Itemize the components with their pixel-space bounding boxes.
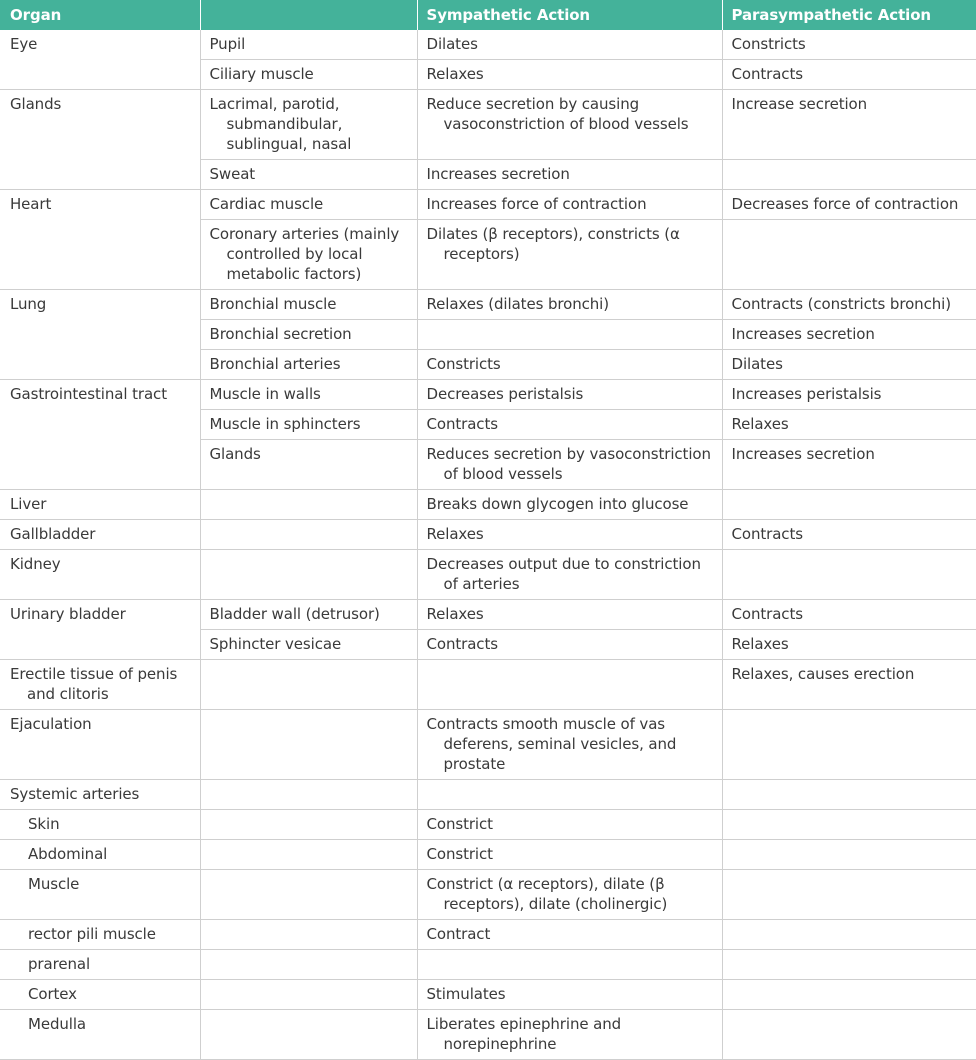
organ-cell bbox=[0, 190, 200, 290]
sympathetic-cell-text: Increases secretion bbox=[426, 165, 570, 183]
sympathetic-cell bbox=[417, 810, 722, 840]
structure-cell-text: Sphincter vesicae bbox=[209, 635, 342, 653]
parasympathetic-cell bbox=[722, 410, 976, 440]
sympathetic-cell bbox=[417, 840, 722, 870]
organ-label: Eye bbox=[10, 35, 38, 53]
organ-label: Lung bbox=[10, 295, 47, 313]
structure-cell-text: Muscle in walls bbox=[209, 385, 321, 403]
sympathetic-cell bbox=[417, 870, 722, 920]
structure-cell bbox=[200, 440, 417, 490]
parasympathetic-cell-text: Dilates bbox=[731, 355, 783, 373]
parasympathetic-cell bbox=[722, 220, 976, 290]
table-row bbox=[0, 980, 976, 1010]
sympathetic-cell-text: Constrict (α receptors), dilate (β receptors), dilate (cholinergic) bbox=[426, 875, 668, 913]
parasympathetic-cell bbox=[722, 600, 976, 630]
structure-cell bbox=[200, 840, 417, 870]
table-row bbox=[0, 660, 976, 710]
structure-cell-text: Bronchial secretion bbox=[209, 325, 352, 343]
structure-cell bbox=[200, 490, 417, 520]
parasympathetic-cell bbox=[722, 950, 976, 980]
parasympathetic-cell-text: Contracts bbox=[731, 525, 803, 543]
parasympathetic-cell-text: Increases secretion bbox=[731, 325, 875, 343]
organ-label: prarenal bbox=[28, 955, 91, 973]
table-row bbox=[0, 290, 976, 320]
sympathetic-cell-text: Contract bbox=[426, 925, 491, 943]
structure-cell-text: Muscle in sphincters bbox=[209, 415, 361, 433]
structure-cell-text: Bronchial muscle bbox=[209, 295, 337, 313]
parasympathetic-cell bbox=[722, 190, 976, 220]
parasympathetic-cell bbox=[722, 320, 976, 350]
parasympathetic-cell bbox=[722, 380, 976, 410]
sympathetic-cell bbox=[417, 950, 722, 980]
organ-cell bbox=[0, 660, 200, 710]
structure-cell bbox=[200, 60, 417, 90]
parasympathetic-cell-text: Decreases force of contraction bbox=[731, 195, 959, 213]
parasympathetic-cell bbox=[722, 810, 976, 840]
structure-cell bbox=[200, 160, 417, 190]
sympathetic-cell-text: Reduce secretion by causing vasoconstriction of blood vessels bbox=[426, 95, 689, 133]
sympathetic-cell bbox=[417, 220, 722, 290]
sympathetic-cell bbox=[417, 1010, 722, 1060]
sympathetic-cell-text: Relaxes (dilates bronchi) bbox=[426, 295, 609, 313]
organ-label: Medulla bbox=[28, 1015, 87, 1033]
structure-cell-text: Bronchial arteries bbox=[209, 355, 341, 373]
table-row bbox=[0, 920, 976, 950]
organ-cell bbox=[0, 520, 200, 550]
structure-cell bbox=[200, 920, 417, 950]
organ-cell bbox=[0, 550, 200, 600]
table-row bbox=[0, 950, 976, 980]
table-header bbox=[0, 0, 976, 30]
table-body bbox=[0, 30, 976, 1060]
sympathetic-cell-text: Dilates (β receptors), constricts (α receptors) bbox=[426, 225, 680, 263]
sympathetic-cell bbox=[417, 630, 722, 660]
parasympathetic-cell bbox=[722, 630, 976, 660]
structure-cell-text: Cardiac muscle bbox=[209, 195, 324, 213]
structure-cell bbox=[200, 980, 417, 1010]
structure-cell bbox=[200, 600, 417, 630]
structure-cell bbox=[200, 380, 417, 410]
organ-label: Skin bbox=[28, 815, 60, 833]
organ-label: rector pili muscle bbox=[28, 925, 156, 943]
structure-cell bbox=[200, 320, 417, 350]
column-header-organ: Organ bbox=[0, 0, 200, 30]
column-header-sympathetic: Sympathetic Action bbox=[417, 0, 722, 30]
organ-label: Erectile tissue of penis and clitoris bbox=[10, 665, 178, 703]
sympathetic-cell-text: Dilates bbox=[426, 35, 478, 53]
organ-label: Urinary bladder bbox=[10, 605, 126, 623]
parasympathetic-cell bbox=[722, 1010, 976, 1060]
parasympathetic-cell bbox=[722, 840, 976, 870]
sympathetic-cell-text: Increases force of contraction bbox=[426, 195, 647, 213]
structure-cell bbox=[200, 190, 417, 220]
table-row bbox=[0, 1010, 976, 1060]
structure-cell-text: Coronary arteries (mainly controlled by local metabolic factors) bbox=[209, 225, 400, 283]
parasympathetic-cell bbox=[722, 920, 976, 950]
parasympathetic-cell bbox=[722, 440, 976, 490]
parasympathetic-cell-text: Constricts bbox=[731, 35, 806, 53]
sympathetic-cell-text: Contracts bbox=[426, 415, 498, 433]
table-row bbox=[0, 600, 976, 630]
organ-label: Abdominal bbox=[28, 845, 108, 863]
structure-cell bbox=[200, 630, 417, 660]
table-row bbox=[0, 190, 976, 220]
parasympathetic-cell-text: Contracts bbox=[731, 65, 803, 83]
table-row bbox=[0, 90, 976, 160]
structure-cell-text: Lacrimal, parotid, submandibular, sublingual, nasal bbox=[209, 95, 352, 153]
sympathetic-cell bbox=[417, 600, 722, 630]
organ-cell bbox=[0, 710, 200, 780]
table-row bbox=[0, 550, 976, 600]
parasympathetic-cell bbox=[722, 870, 976, 920]
sympathetic-cell-text: Constrict bbox=[426, 815, 493, 833]
structure-cell bbox=[200, 810, 417, 840]
parasympathetic-cell bbox=[722, 290, 976, 320]
structure-cell-text: Bladder wall (detrusor) bbox=[209, 605, 380, 623]
sympathetic-cell-text: Contracts smooth muscle of vas deferens, seminal vesicles, and prostate bbox=[426, 715, 677, 773]
structure-cell-text: Ciliary muscle bbox=[209, 65, 314, 83]
structure-cell-text: Glands bbox=[209, 445, 261, 463]
parasympathetic-cell bbox=[722, 30, 976, 60]
parasympathetic-cell bbox=[722, 980, 976, 1010]
organ-label: Kidney bbox=[10, 555, 61, 573]
organ-cell bbox=[0, 90, 200, 190]
structure-cell bbox=[200, 290, 417, 320]
header-row bbox=[0, 0, 976, 30]
structure-cell bbox=[200, 90, 417, 160]
parasympathetic-cell-text: Increase secretion bbox=[731, 95, 868, 113]
structure-cell bbox=[200, 780, 417, 810]
parasympathetic-cell bbox=[722, 60, 976, 90]
structure-cell bbox=[200, 1010, 417, 1060]
organ-cell bbox=[0, 1010, 200, 1060]
sympathetic-cell-text: Reduces secretion by vasoconstriction of blood vessels bbox=[426, 445, 711, 483]
structure-cell bbox=[200, 550, 417, 600]
table-row bbox=[0, 520, 976, 550]
sympathetic-cell-text: Breaks down glycogen into glucose bbox=[426, 495, 689, 513]
sympathetic-cell bbox=[417, 60, 722, 90]
organ-cell bbox=[0, 870, 200, 920]
sympathetic-cell bbox=[417, 920, 722, 950]
structure-cell bbox=[200, 870, 417, 920]
organ-cell bbox=[0, 780, 200, 810]
sympathetic-cell bbox=[417, 710, 722, 780]
sympathetic-cell-text: Decreases peristalsis bbox=[426, 385, 584, 403]
parasympathetic-cell-text: Contracts (constricts bronchi) bbox=[731, 295, 951, 313]
organ-cell bbox=[0, 490, 200, 520]
organ-label: Muscle bbox=[28, 875, 80, 893]
organ-cell bbox=[0, 980, 200, 1010]
parasympathetic-cell bbox=[722, 550, 976, 600]
sympathetic-cell bbox=[417, 90, 722, 160]
organ-label: Liver bbox=[10, 495, 47, 513]
sympathetic-cell bbox=[417, 320, 722, 350]
organ-label: Systemic arteries bbox=[10, 785, 140, 803]
parasympathetic-cell bbox=[722, 160, 976, 190]
organ-label: Ejaculation bbox=[10, 715, 92, 733]
structure-cell bbox=[200, 350, 417, 380]
parasympathetic-cell bbox=[722, 660, 976, 710]
sympathetic-cell-text: Decreases output due to constriction of arteries bbox=[426, 555, 701, 593]
sympathetic-cell bbox=[417, 550, 722, 600]
sympathetic-cell bbox=[417, 350, 722, 380]
sympathetic-cell bbox=[417, 490, 722, 520]
table-row bbox=[0, 710, 976, 780]
organ-cell bbox=[0, 810, 200, 840]
sympathetic-cell-text: Relaxes bbox=[426, 65, 484, 83]
sympathetic-cell bbox=[417, 980, 722, 1010]
sympathetic-cell bbox=[417, 440, 722, 490]
organ-cell bbox=[0, 950, 200, 980]
organ-label: Cortex bbox=[28, 985, 77, 1003]
sympathetic-cell bbox=[417, 380, 722, 410]
sympathetic-cell-text: Stimulates bbox=[426, 985, 506, 1003]
sympathetic-cell-text: Relaxes bbox=[426, 605, 484, 623]
sympathetic-cell-text: Constrict bbox=[426, 845, 493, 863]
parasympathetic-cell-text: Relaxes bbox=[731, 415, 789, 433]
table-row bbox=[0, 490, 976, 520]
parasympathetic-cell-text: Relaxes, causes erection bbox=[731, 665, 915, 683]
parasympathetic-cell bbox=[722, 780, 976, 810]
sympathetic-cell bbox=[417, 290, 722, 320]
structure-cell-text: Sweat bbox=[209, 165, 256, 183]
structure-cell bbox=[200, 710, 417, 780]
organ-cell bbox=[0, 380, 200, 490]
organ-label: Glands bbox=[10, 95, 62, 113]
parasympathetic-cell-text: Increases secretion bbox=[731, 445, 875, 463]
parasympathetic-cell bbox=[722, 520, 976, 550]
organ-cell bbox=[0, 600, 200, 660]
table-row bbox=[0, 780, 976, 810]
sympathetic-cell bbox=[417, 410, 722, 440]
structure-cell bbox=[200, 660, 417, 710]
sympathetic-cell-text: Relaxes bbox=[426, 525, 484, 543]
parasympathetic-cell bbox=[722, 90, 976, 160]
sympathetic-cell-text: Constricts bbox=[426, 355, 501, 373]
organ-cell bbox=[0, 840, 200, 870]
organ-cell bbox=[0, 290, 200, 380]
column-header-parasympathetic: Parasympathetic Action bbox=[722, 0, 976, 30]
organ-cell bbox=[0, 30, 200, 90]
parasympathetic-cell-text: Increases peristalsis bbox=[731, 385, 882, 403]
structure-cell bbox=[200, 520, 417, 550]
parasympathetic-cell-text: Contracts bbox=[731, 605, 803, 623]
parasympathetic-cell-text: Relaxes bbox=[731, 635, 789, 653]
sympathetic-cell-text: Liberates epinephrine and norepinephrine bbox=[426, 1015, 622, 1053]
table-row bbox=[0, 870, 976, 920]
structure-cell bbox=[200, 220, 417, 290]
table-row bbox=[0, 810, 976, 840]
sympathetic-cell bbox=[417, 660, 722, 710]
table-row bbox=[0, 840, 976, 870]
parasympathetic-cell bbox=[722, 710, 976, 780]
table-row bbox=[0, 30, 976, 60]
structure-cell bbox=[200, 410, 417, 440]
column-header-structure bbox=[200, 0, 417, 30]
sympathetic-cell bbox=[417, 30, 722, 60]
sympathetic-cell bbox=[417, 520, 722, 550]
organ-label: Gastrointestinal tract bbox=[10, 385, 167, 403]
sympathetic-cell bbox=[417, 780, 722, 810]
sympathetic-cell-text: Contracts bbox=[426, 635, 498, 653]
structure-cell bbox=[200, 950, 417, 980]
organ-label: Gallbladder bbox=[10, 525, 96, 543]
structure-cell-text: Pupil bbox=[209, 35, 246, 53]
table-row bbox=[0, 380, 976, 410]
sympathetic-cell bbox=[417, 190, 722, 220]
parasympathetic-cell bbox=[722, 490, 976, 520]
organ-cell bbox=[0, 920, 200, 950]
sympathetic-cell bbox=[417, 160, 722, 190]
organ-label: Heart bbox=[10, 195, 52, 213]
parasympathetic-cell bbox=[722, 350, 976, 380]
structure-cell bbox=[200, 30, 417, 60]
